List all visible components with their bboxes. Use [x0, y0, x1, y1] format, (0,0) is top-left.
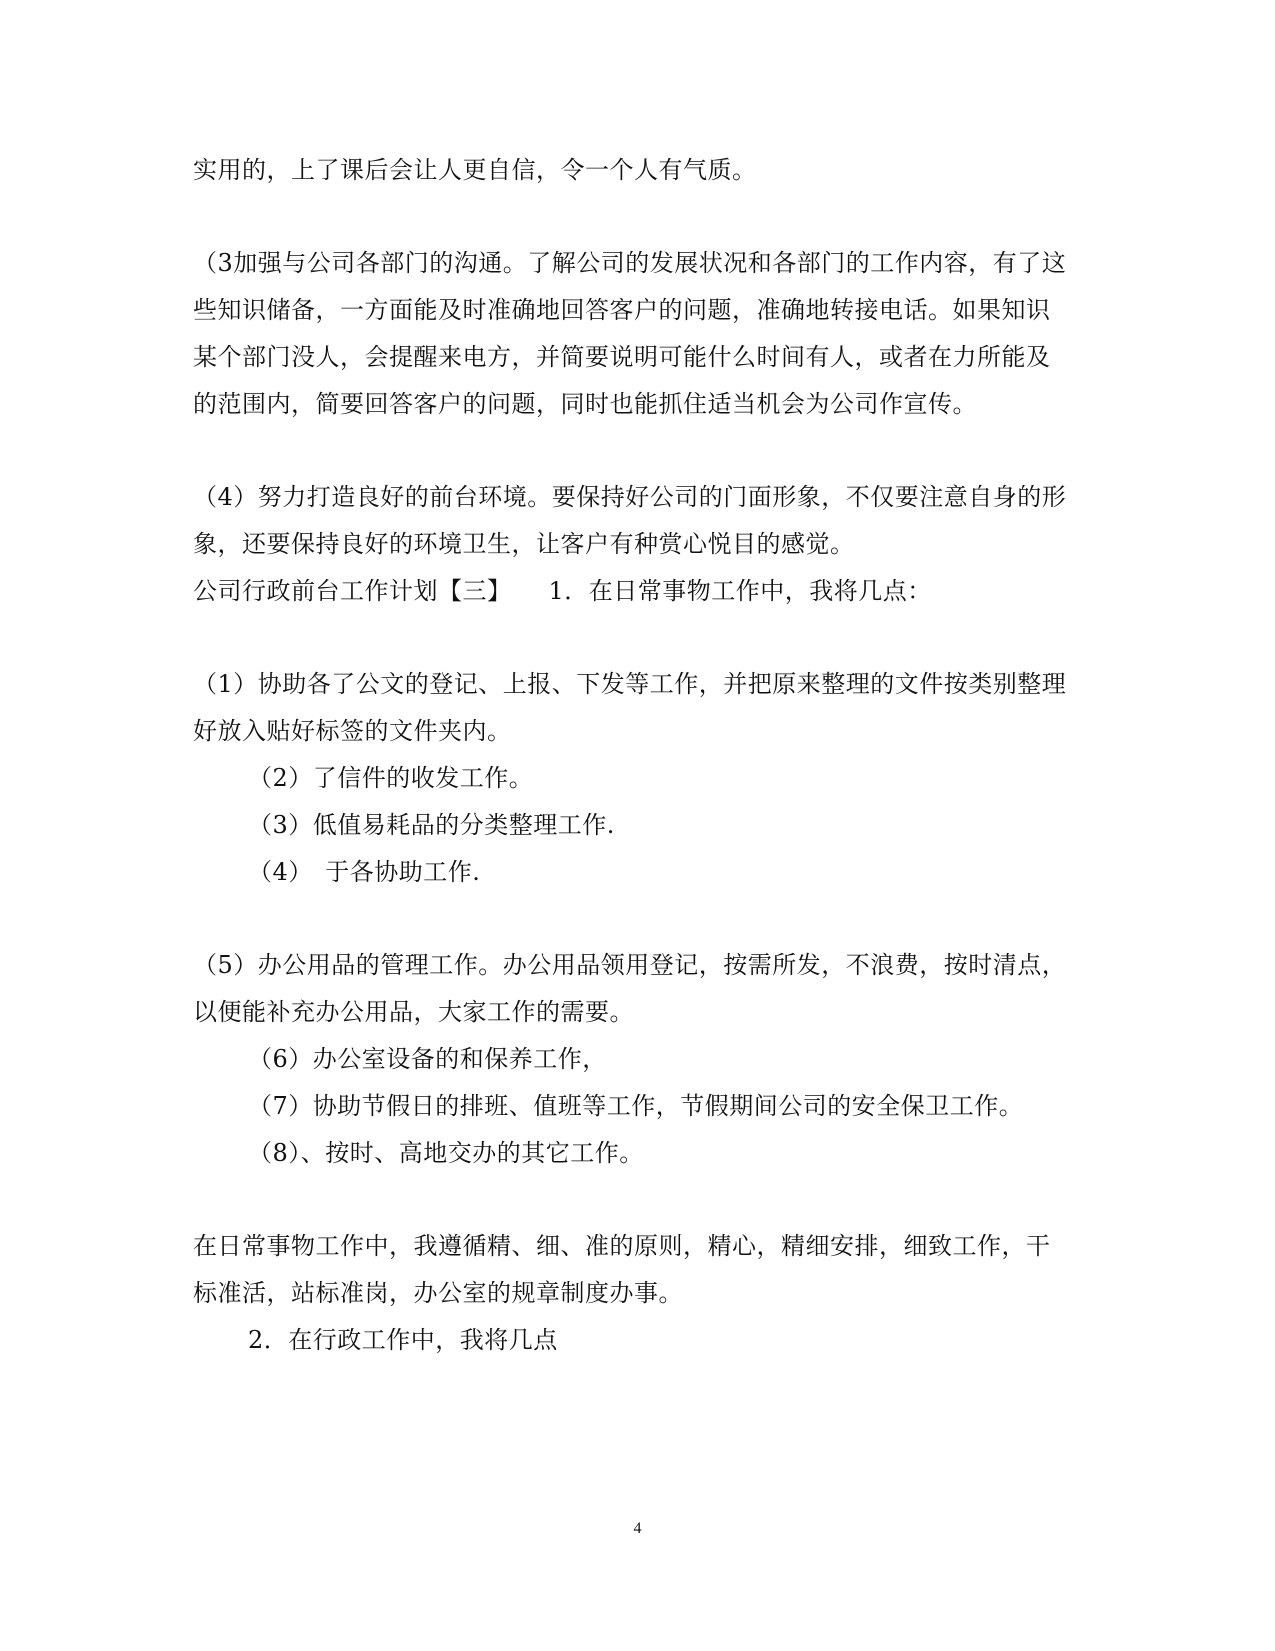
- list-item: （3）低值易耗品的分类整理工作.: [248, 811, 615, 839]
- list-item: （7）协助节假日的排班、值班等工作，节假期间公司的安全保卫工作。: [248, 1092, 1024, 1120]
- paragraph-line: 象，还要保持良好的环境卫生，让客户有种赏心悦目的感觉。: [193, 530, 855, 558]
- paragraph-line: （5）办公用品的管理工作。办公用品领用登记，按需所发，不浪费，按时清点，: [193, 951, 1067, 979]
- page-number: 4: [633, 1520, 642, 1537]
- paragraph-line: 些知识储备，一方面能及时准确地回答客户的问题，准确地转接电话。如果知识: [193, 296, 1051, 324]
- section-heading: 2．在行政工作中，我将几点: [248, 1326, 558, 1354]
- paragraph-line: 某个部门没人，会提醒来电方，并简要说明可能什么时间有人，或者在力所能及: [193, 343, 1051, 371]
- list-item: （4） 于各协助工作.: [248, 858, 481, 886]
- list-item: （8）、按时、高地交办的其它工作。: [248, 1139, 644, 1167]
- paragraph-line: 实用的，上了课后会让人更自信，令一个人有气质。: [193, 156, 757, 184]
- paragraph-line: （3加强与公司各部门的沟通。了解公司的发展状况和各部门的工作内容，有了这: [193, 249, 1067, 277]
- paragraph-line: （1）协助各了公文的登记、上报、下发等工作，并把原来整理的文件按类别整理: [193, 670, 1067, 698]
- list-item: （2）了信件的收发工作。: [248, 764, 534, 792]
- paragraph-line: 的范围内，简要回答客户的问题，同时也能抓住适当机会为公司作宣传。: [193, 390, 977, 418]
- paragraph-line: （4）努力打造良好的前台环境。要保持好公司的门面形象，不仅要注意自身的形: [193, 483, 1067, 511]
- paragraph-line: 好放入贴好标签的文件夹内。: [193, 717, 512, 745]
- paragraph-line: 以便能补充办公用品，大家工作的需要。: [193, 998, 634, 1026]
- paragraph-line: 标准活，站标准岗，办公室的规章制度办事。: [193, 1279, 683, 1307]
- section-heading: 公司行政前台工作计划【三】 1．在日常事物工作中，我将几点：: [193, 577, 932, 605]
- list-item: （6）办公室设备的和保养工作，: [248, 1045, 607, 1073]
- paragraph-line: 在日常事物工作中，我遵循精、细、准的原则，精心，精细安排，细致工作，干: [193, 1232, 1051, 1260]
